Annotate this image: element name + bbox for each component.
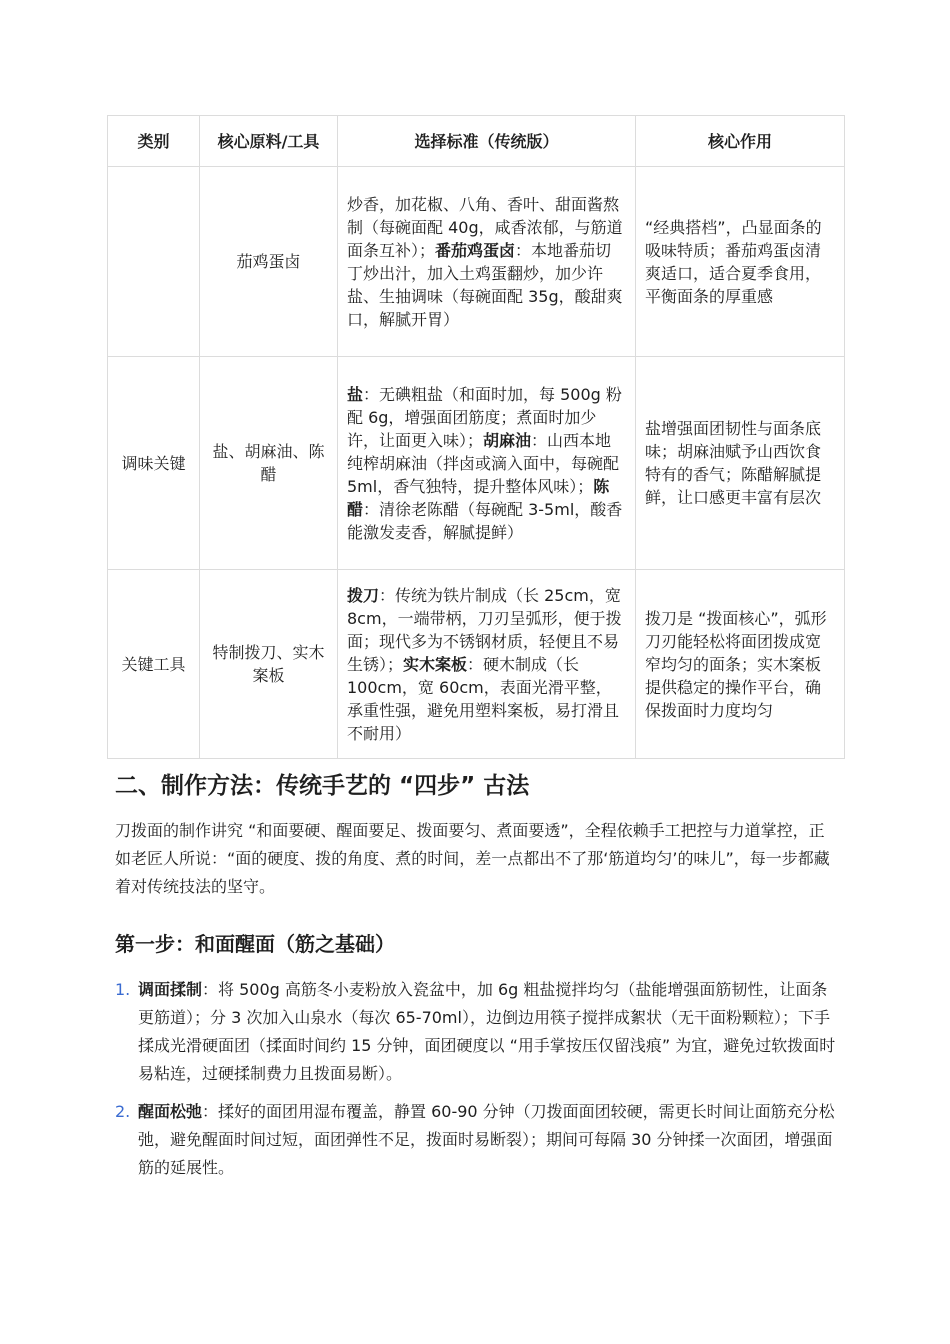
header-role: 核心作用 [636, 116, 845, 167]
row-item: 茄鸡蛋卤 [200, 167, 338, 357]
table-row [108, 570, 845, 759]
row-standard: 盐：无碘粗盐（和面时加，每 500g 粉配 6g，增强面团筋度；煮面时加少许，让面更入味）；胡麻油：山西本地纯榨胡麻油（拌卤或滴入面中，每碗配 5ml，香气独特，提升整体风味）；陈醋：清徐老陈醋（每碗配 3-5ml，酸香能激发麦香，解腻提鲜） [338, 357, 636, 570]
row-role: 盐增强面团韧性与面条底味；胡麻油赋予山西饮食特有的香气；陈醋解腻提鲜，让口感更丰富有层次 [636, 357, 845, 570]
row-category: 调味关键 [108, 357, 200, 570]
row-category [108, 167, 200, 357]
list-item [115, 1098, 843, 1182]
section-intro: 刀拨面的制作讲究 “和面要硬、醒面要足、拨面要匀、煮面要透”，全程依赖手工把控与力道掌控，正如老匠人所说：“面的硬度、拨的角度、煮的时间，差一点都出不了那‘筋道均匀’的味儿”，每一步都藏着对传统技法的坚守。 [115, 821, 830, 896]
list-number: 2. [115, 1102, 131, 1121]
header-category: 类别 [108, 116, 200, 167]
row-standard: 拨刀：传统为铁片制成（长 25cm，宽 8cm，一端带柄，刀刃呈弧形，便于拨面；现代多为不锈钢材质，轻便且不易生锈）；实木案板：硬木制成（长 100cm，宽 60cm，表面光滑平整，承重性强，避免用塑料案板，易打滑且不耐用） [338, 570, 636, 759]
table-header-row [108, 116, 845, 167]
table-row [108, 167, 845, 357]
list-number: 1. [115, 980, 131, 999]
header-item: 核心原料/工具 [200, 116, 338, 167]
row-item: 特制拨刀、实木案板 [200, 570, 338, 759]
document-page [107, 115, 844, 1192]
list-item-title: 调面揉制 [138, 980, 203, 999]
step-list [115, 976, 843, 1182]
list-item-text: ：将 500g 高筋冬小麦粉放入瓷盆中，加 6g 粗盐搅拌均匀（盐能增强面筋韧性，让面条更筋道）；分 3 次加入山泉水（每次 65-70ml），边倒边用筷子搅拌成絮状（无干面粉颗粒）；下手揉成光滑硬面团（揉面时间约 15 分钟，面团硬度以 “用手掌按压仅留浅痕” 为宜，避免过软拨面时易粘连，过硬揉制费力且拨面易断）。 [138, 980, 836, 1083]
list-item [115, 976, 843, 1088]
row-standard: 炒香，加花椒、八角、香叶、甜面酱熬制（每碗面配 40g，咸香浓郁，与筋道面条互补）；番茄鸡蛋卤：本地番茄切丁炒出汁，加入土鸡蛋翻炒，加少许盐、生抽调味（每碗面配 35g，酸甜爽口，解腻开胃） [338, 167, 636, 357]
table-row [108, 357, 845, 570]
list-item-text: ：揉好的面团用湿布覆盖，静置 60-90 分钟（刀拨面面团较硬，需更长时间让面筋充分松弛，避免醒面时间过短，面团弹性不足，拨面时易断裂）；期间可每隔 30 分钟揉一次面团，增强面筋的延展性。 [138, 1102, 835, 1177]
row-item: 盐、胡麻油、陈醋 [200, 357, 338, 570]
list-item-title: 醒面松弛 [138, 1102, 203, 1121]
ingredients-table [107, 115, 845, 759]
row-role: “经典搭档”，凸显面条的吸味特质；番茄鸡蛋卤清爽适口，适合夏季食用，平衡面条的厚重感 [636, 167, 845, 357]
step-heading: 第一步：和面醒面（筋之基础） [115, 932, 395, 956]
section-heading: 二、制作方法：传统手艺的 “四步” 古法 [115, 773, 530, 799]
row-category: 关键工具 [108, 570, 200, 759]
row-role: 拨刀是 “拨面核心”，弧形刀刃能轻松将面团拨成宽窄均匀的面条；实木案板提供稳定的操作平台，确保拨面时力度均匀 [636, 570, 845, 759]
header-standard: 选择标准（传统版） [338, 116, 636, 167]
